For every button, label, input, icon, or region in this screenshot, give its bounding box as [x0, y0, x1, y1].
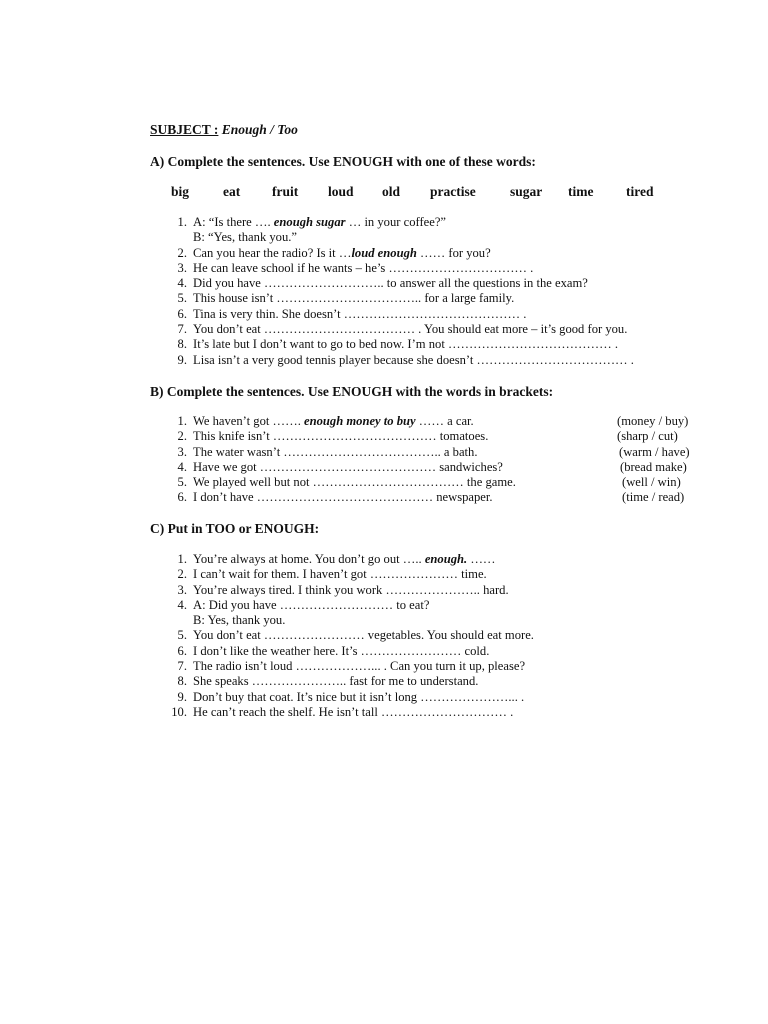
item-number: 7. [177, 322, 187, 337]
item-number: 1. [177, 215, 187, 229]
item-number: 2. [177, 245, 187, 260]
item-text: You’re always tired. I think you work ………………….. hard. [193, 582, 509, 597]
item-number: 6. [177, 643, 187, 658]
word-bank [0, 184, 768, 202]
example-answer: loud enough [351, 245, 417, 260]
item-text: Tina is very thin. She doesn’t …………………………………… . [193, 306, 527, 321]
word-bank-item: time [568, 184, 594, 199]
bracket-hint: (warm / have) [619, 444, 690, 459]
item-text-start: Can you hear the radio? Is it … [193, 245, 352, 260]
subject-line [150, 122, 298, 138]
item-text: Have we got …………………………………… sandwiches? [193, 459, 503, 474]
item-number: 8. [177, 674, 187, 689]
item-text: A: Did you have ……………………… to eat? [193, 597, 430, 612]
item-number: 10. [171, 704, 187, 719]
item-text [193, 552, 496, 567]
item-number: 8. [177, 337, 187, 352]
item-text-end: … in your coffee?” [345, 215, 447, 229]
item-number: 7. [177, 659, 187, 674]
item-number: 4. [177, 597, 187, 612]
word-bank-item: practise [430, 184, 476, 199]
item-number: 9. [177, 689, 187, 704]
item-text: I don’t have …………………………………… newspaper. [193, 490, 493, 505]
word-bank-item: big [171, 184, 190, 199]
word-bank-item: loud [328, 184, 354, 199]
item-number: 5. [177, 475, 187, 490]
item-text [193, 246, 491, 261]
item-text: B: Yes, thank you. [193, 613, 286, 628]
subject-label: SUBJECT : [150, 122, 219, 137]
item-text-end: …… a car. [415, 414, 474, 428]
item-text: We played well but not ……………………………… the game. [193, 475, 516, 490]
item-text-end: …… for you? [416, 245, 491, 260]
item-text: You don’t eat ……………………………… . You should eat more – it’s good for you. [193, 322, 628, 337]
section-b-heading: B) Complete the sentences. Use ENOUGH with the words in brackets: [150, 384, 554, 399]
item-number: 4. [177, 276, 187, 291]
bracket-hint: (time / read) [622, 490, 685, 505]
item-number: 3. [177, 444, 187, 459]
item-number: 2. [177, 429, 187, 444]
item-text: The water wasn’t ……………………………….. a bath. [193, 444, 478, 459]
item-text: It’s late but I don’t want to go to bed now. I’m not ………………………………… . [193, 337, 619, 352]
item-number: 6. [177, 490, 187, 505]
item-text: This house isn’t …………………………….. for a large family. [193, 291, 515, 306]
item-number: 5. [177, 291, 187, 306]
bracket-hint: (money / buy) [617, 414, 689, 428]
item-text [193, 414, 474, 429]
item-text: Did you have ……………………….. to answer all the questions in the exam? [193, 276, 588, 291]
item-text: I can’t wait for them. I haven’t got ………………… time. [193, 567, 487, 582]
section-a-heading: A) Complete the sentences. Use ENOUGH with one of these words: [150, 154, 536, 169]
bracket-hint: (well / win) [622, 475, 681, 490]
item-text: He can leave school if he wants – he’s …………………………… . [193, 260, 534, 275]
subject-title: Enough / Too [221, 122, 298, 137]
item-number: 3. [177, 260, 187, 275]
item-number: 1. [177, 414, 187, 428]
item-text-start: You’re always at home. You don’t go out ….. [193, 552, 425, 566]
item-number: 6. [177, 306, 187, 321]
item-number: 9. [177, 352, 187, 367]
item-text-start: B: “Yes, thank you.” [193, 230, 298, 245]
item-text: Don’t buy that coat. It’s nice but it isn’t long …………………... . [193, 689, 525, 704]
item-text: This knife isn’t ………………………………… tomatoes. [193, 429, 489, 444]
item-text: He can’t reach the shelf. He isn’t tall ………………………… . [193, 704, 514, 719]
item-text [193, 230, 297, 245]
word-bank-item: sugar [510, 184, 543, 199]
item-text-start: We haven’t got ……. [193, 414, 305, 428]
word-bank-item: tired [626, 184, 654, 199]
item-text: I don’t like the weather here. It’s …………………… cold. [193, 643, 490, 658]
item-text: The radio isn’t loud ………………... . Can you turn it up, please? [193, 659, 526, 674]
item-text-end: …… [467, 552, 496, 566]
word-bank-item: eat [223, 184, 241, 199]
item-number: 5. [177, 628, 187, 643]
item-number: 1. [177, 552, 187, 566]
item-text-start: A: “Is there …. [193, 215, 274, 229]
example-answer: enough. [424, 552, 468, 566]
item-text: You don’t eat …………………… vegetables. You should eat more. [193, 628, 534, 643]
item-number: 2. [177, 567, 187, 582]
word-bank-item: old [382, 184, 401, 199]
item-text: Lisa isn’t a very good tennis player because she doesn’t ……………………………… . [193, 352, 634, 367]
example-answer: enough money to buy [304, 414, 416, 428]
example-answer: enough sugar [273, 215, 346, 229]
bracket-hint: (bread make) [620, 459, 687, 474]
bracket-hint: (sharp / cut) [617, 429, 678, 444]
item-number: 3. [177, 582, 187, 597]
item-number: 4. [177, 459, 187, 474]
item-text [193, 215, 446, 230]
word-bank-item: fruit [272, 184, 299, 199]
section-c-heading: C) Put in TOO or ENOUGH: [150, 521, 320, 536]
item-text: She speaks ………………….. fast for me to understand. [193, 674, 479, 689]
